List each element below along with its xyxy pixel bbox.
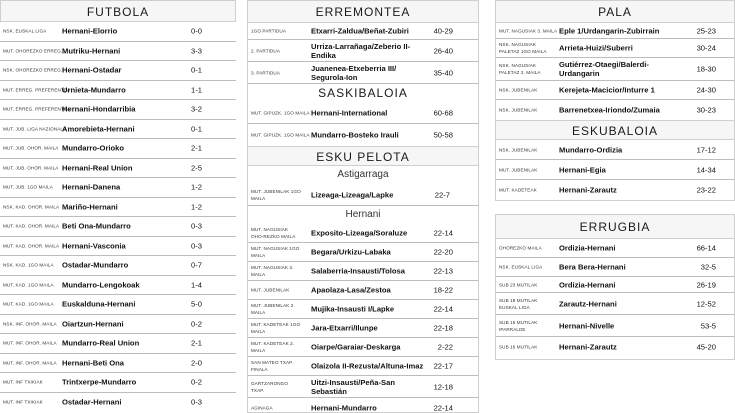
match-name: Urnieta-Mundarro [62,85,126,95]
match-score: 1-1 [191,85,202,95]
match-name: Oiarpe/Garaiar-Deskarga [311,342,401,352]
category-label: 3. PARTIDUA [251,70,281,75]
match-name: Kerejeta-Macicior/Inturre 1 [559,85,655,95]
match-score: 22-14 [433,228,453,238]
match-score: 50-58 [433,130,453,140]
match-name: Zarautz-Hernani [559,299,617,308]
match-name: Hernani-Ostadar [62,65,122,75]
match-score: 0-3 [191,221,202,231]
match-name: Mariño-Hernani [62,202,118,212]
table-row [496,239,734,258]
match-score: 0-0 [191,26,202,36]
match-score: 22-14 [433,403,453,412]
category-label: MUT. NAGUSIAK 3. MAILA [499,28,558,33]
category-label: NSK. NAGUSIAK PALETAZ 1GO MAILA [499,42,547,54]
table-row [0,295,236,315]
erremontea-header: ERREMONTEA [248,1,478,23]
table-row [0,334,236,354]
pala-header: PALA [496,1,734,23]
table-row [496,315,734,337]
match-name: Hernani-Danena [62,182,121,192]
match-name: Etxarri-Zaldua/Beñat-Zubiri [311,26,409,36]
match-score: 35-40 [433,68,453,77]
table-row [0,237,236,257]
category-label: NSK. JUBENILAK [499,87,538,93]
table-row [248,338,478,357]
table-row [248,281,478,300]
match-name: Urriza-Larrañaga/Zeberio II-Endika [311,41,411,60]
match-score: 30-23 [696,105,716,115]
category-label: NSK. EUSKAL LIGA [499,264,543,270]
match-score: 0-1 [191,124,202,134]
category-label: MUT. ERREG. PREFERENTEA [3,106,71,112]
table-row [496,277,734,293]
match-score: 1-2 [191,182,202,192]
match-name: Apaolaza-Lasa/Zestoa [311,285,391,295]
match-score: 18-30 [696,64,716,74]
category-label: NSK. INF. OHOR. MAILA [3,321,57,327]
match-name: Ordizia-Hernani [559,280,616,289]
match-score: 53-5 [700,321,716,330]
category-label: SUB 23 MUTILAK [499,282,538,287]
saskibaloia-header: SASKIBALOIA [248,84,478,102]
match-name: Mundarro-Orioko [62,143,125,153]
table-row [248,62,478,84]
category-label: MUT. JUB. OHOR. MAILA [3,165,59,171]
match-name: Amorebieta-Hernani [62,124,135,134]
match-score: 0-2 [191,377,202,387]
match-score: 14-34 [696,165,716,174]
match-score: 12-52 [696,299,716,308]
hernani-subheader: Hernani [345,209,381,220]
table-row [0,256,236,276]
table-row [0,159,236,179]
category-label: MUT. JUBENILAK [499,167,538,172]
table-row [496,293,734,315]
table-row [248,262,478,281]
pala-column [495,0,735,413]
match-name: Barrenetxea-Iriondo/Zumaia [559,105,660,115]
category-label: 2. PARTIDUA [251,48,281,53]
table-row [496,258,734,277]
match-name: Juanenea-Etxeberria III/ Segurola-Ion [311,63,397,82]
match-name: Eple 1/Urdangarin-Zubirrain [559,26,660,35]
category-label: 1GO PARTIDUA [251,28,286,34]
table-row [0,373,236,393]
pala-eskubaloia-box [495,0,735,201]
table-row [496,160,734,180]
table-row [0,120,236,140]
category-label: NSK. KAD. OHOR. MAILA [3,204,60,210]
category-label: GARTZARONGO TXAP. [251,380,289,393]
category-label: SUB 16 MUTILAK IPARRALDE [499,319,538,332]
table-row [248,319,478,338]
category-label: MUT. JUBENILAK [251,287,290,293]
match-score: 22-7 [434,190,450,199]
table-row [0,139,236,159]
category-label: MUT. KADETEAK [499,187,537,193]
match-score: 3-2 [191,104,202,114]
table-row [0,178,236,198]
match-score: 22-17 [433,361,453,371]
table-row [248,102,478,124]
category-label: MUT. GIPUZK. 1GO MAILA [251,110,310,115]
esku-pelota-header: ESKU PELOTA [248,146,478,166]
match-score: 45-20 [696,342,716,352]
table-row [496,81,734,100]
table-row [248,23,478,40]
match-name: Salaberria-Insausti/Tolosa [311,266,405,276]
category-label: MUT. KAD. 1GO MAILA [3,301,54,307]
erremontea-column [247,0,479,413]
match-name: Exposito-Lizeaga/Soraluze [311,228,408,238]
errugbia-header: ERRUGBIA [496,215,734,239]
match-score: 22-13 [433,266,453,276]
match-name: Beti Ona-Mundarro [62,221,131,231]
match-score: 1-4 [191,280,202,290]
match-name: Oiartzun-Hernani [62,319,124,329]
match-score: 0-1 [191,65,202,75]
match-score: 2-1 [191,338,202,348]
table-row [0,81,236,101]
match-name: Ostadar-Hernani [62,397,122,407]
match-name: Hernani-Zarautz [559,185,617,195]
table-row [248,300,478,319]
category-label: SUB 18 MUTILAK EUSKAL LIGA [499,297,538,310]
match-score: 3-3 [191,46,202,56]
table-row [0,42,236,62]
table-row [248,376,478,398]
category-label: SUB 16 MUTILAK [499,344,538,350]
table-row [248,224,478,243]
match-name: Jara-Etxarri/Ilunpe [311,323,378,333]
match-score: 24-30 [696,85,716,95]
table-row [496,39,734,58]
match-score: 0-2 [191,319,202,329]
category-label: MUT. KADETEAK 1GO MAILA [251,322,301,334]
table-row [496,180,734,200]
match-score: 18-22 [433,285,453,295]
match-score: 22-18 [433,323,453,333]
match-score: 25-23 [696,26,716,35]
category-label: MUT. JUBENILAK 1GO MAILA [251,188,301,201]
table-row [248,40,478,62]
match-name: Arrieta-Huizi/Suberri [559,43,633,53]
errugbia-box [495,214,735,360]
match-name: Mundarro-Lengokoak [62,280,140,290]
match-score: 26-40 [433,46,453,55]
match-score: 60-68 [433,108,453,117]
table-row [248,398,478,413]
match-score: 22-20 [433,247,453,257]
category-label: MUT. JUB. 1GO MAILA [3,184,53,190]
table-row [0,100,236,120]
match-score: 26-19 [696,280,716,289]
match-score: 2-1 [191,143,202,153]
match-name: Hernani-Hondarribia [62,104,136,114]
category-label: SAN MATEO TXAP. FINALA [251,360,294,372]
match-name: Hernani-Elorrio [62,26,118,36]
match-score: 0-7 [191,260,202,270]
table-row [248,184,478,206]
match-name: Hernani-Real Union [62,163,133,173]
table-row [0,217,236,237]
eskubaloia-header: ESKUBALOIA [496,120,734,140]
category-label: AGINAGA [251,405,273,410]
table-row [248,124,478,146]
category-label: NSK. NAGUSIAK PALETAZ 2. MAILA [499,63,541,75]
table-row [496,140,734,160]
match-name: Hernani-Beti Ona [62,358,125,368]
match-score: 32-5 [700,262,716,272]
match-name: Hernani-Vasconia [62,241,126,251]
match-score: 40-29 [433,26,453,36]
category-label: MUT. KAD. OHOR. MAILA [3,243,60,249]
category-label: NSK. JUBENILAK [499,147,538,152]
match-name: Uitzi-Insausti/Peña-San Sebastián [311,377,395,396]
match-name: Trintxerpe-Mundarro [62,377,137,387]
match-name: Ostadar-Mundarro [62,260,129,270]
match-name: Hernani-Egia [559,165,606,174]
match-name: Hernani-Mundarro [311,403,377,412]
table-row [496,23,734,39]
table-row [0,315,236,335]
match-name: Euskalduna-Hernani [62,299,136,309]
match-name: Hernani-International [311,108,388,117]
match-score: 0-3 [191,397,202,407]
match-name: Mundarro-Real Union [62,338,140,348]
match-name: Mundarro-Bosteko Irauli [311,130,399,140]
match-score: 66-14 [696,243,716,253]
table-row [248,357,478,376]
category-label: MUT. KAD. 1GO MAILA [3,282,54,288]
match-score: 0-3 [191,241,202,251]
table-row [0,198,236,218]
table-row [0,276,236,296]
category-label: MUT. INF TXIKIAK [3,379,43,385]
category-label: MUT. INF. OHOR. MAILA [3,340,57,346]
match-name: Olaizola II-Rezusta/Altuna-Imaz [311,361,424,371]
category-label: MUT. ERREG. PREFERENTEA [3,87,71,93]
match-score: 22-14 [433,304,453,314]
category-label: OHOREZKO MAILA [499,245,542,251]
category-label: NSK. OHOREZKO ERREG. [3,67,63,73]
match-score: 2-5 [191,163,202,173]
match-score: 12-18 [433,382,453,391]
category-label: MUT. INF. OHOR. MAILA [3,360,57,366]
table-row [496,337,734,357]
category-label: MUT. OHOREZKO ERREG. [3,48,63,54]
category-label: MUT. KADETEAK 2. MAILA [251,341,295,353]
match-name: Bera Bera-Hernani [559,262,626,272]
category-label: MUT. KAD. OHOR. MAILA [3,223,60,229]
category-label: MUT. NAGUSIAK 3. MAILA [251,265,294,277]
match-name: Hernani-Nivelle [559,321,615,330]
category-label: MUT. NAGUSIAK OHO-REZKO MAILA [251,227,296,239]
match-name: Mundarro-Ordizia [559,145,623,154]
match-name: Mujika-Insausti I/Lapke [311,304,395,314]
match-name: Lizeaga-Lizeaga/Lapke [311,190,394,199]
match-score: 5-0 [191,299,202,309]
match-name: Gutiérrez-Otaegi/Balerdi-Urdangarin [559,60,649,78]
table-row [496,100,734,120]
match-name: Begara/Urkizu-Labaka [311,247,391,257]
match-score: 2-22 [437,342,453,352]
category-label: NSK. JUBENILAK [499,107,538,113]
match-score: 23-22 [696,185,716,195]
table-row [248,243,478,262]
futbola-column [0,0,236,413]
category-label: MUT. JUB. OHOR. MAILA [3,145,59,151]
astigarraga-subheader: Astigarraga [337,169,389,180]
match-score: 1-2 [191,202,202,212]
futbola-header: FUTBOLA [0,0,236,22]
match-name: Ordizia-Hernani [559,243,616,253]
match-name: Hernani-Zarautz [559,342,617,352]
category-label: NSK. EUSKAL LIGA [3,28,47,34]
category-label: MUT. JUBENILAK 2. MAILA [251,303,295,315]
futbola-list [0,22,236,412]
category-label: MUT. INF TXIKIAK [3,399,43,405]
table-row [0,354,236,374]
table-row [0,22,236,42]
match-score: 17-12 [696,145,716,154]
table-row [496,58,734,81]
table-row [0,61,236,81]
category-label: NSK. KAD. 1GO MAILA [3,262,54,268]
table-row [0,393,236,413]
match-name: Mutriku-Hernani [62,46,121,56]
category-label: MUT. JUB. LIGA NAZIONALA [3,126,67,132]
match-score: 2-0 [191,358,202,368]
match-score: 30-24 [696,43,716,53]
category-label: MUT. NAGUSIAK 1GO MAILA [251,246,300,258]
category-label: MUT. GIPUZK. 1GO MAILA [251,132,310,138]
